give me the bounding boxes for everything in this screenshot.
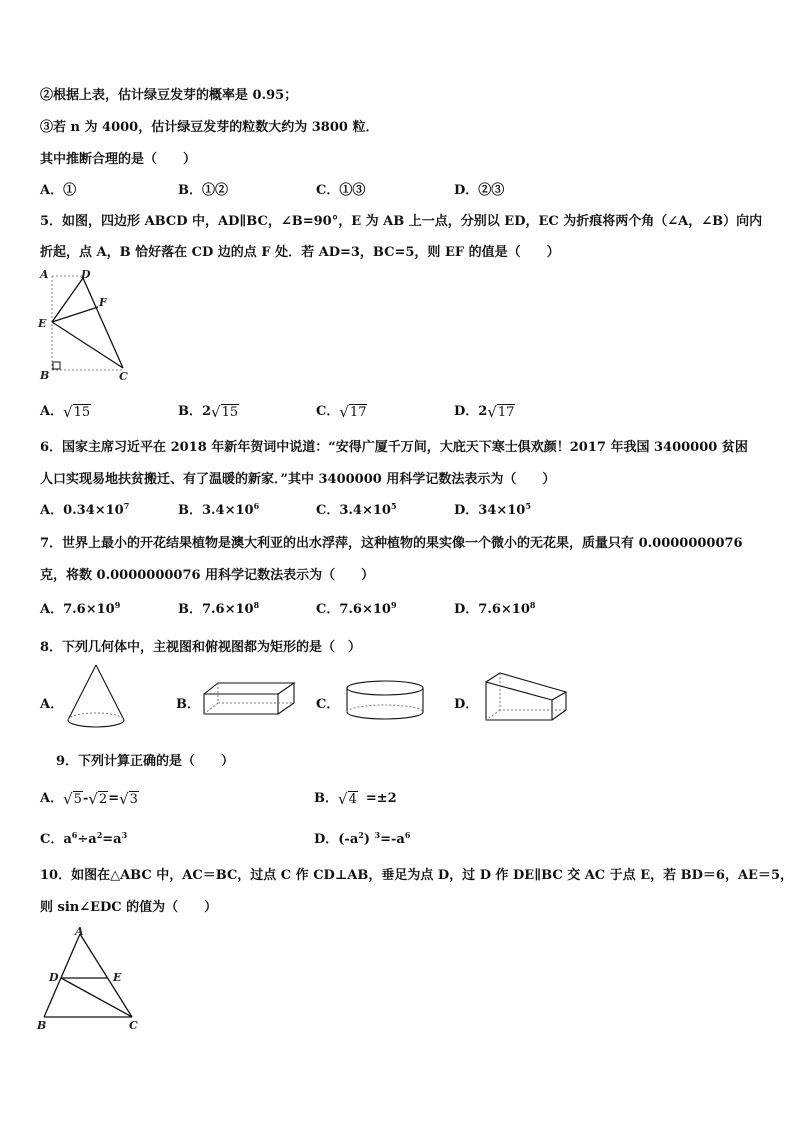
q5-label-c: C (119, 370, 128, 383)
q6-option-d-base: D．34×10 (454, 503, 526, 518)
q7-option-a-exp: 9 (114, 600, 121, 610)
q8-option-d[interactable]: D． (454, 697, 479, 712)
q5-option-a[interactable] (40, 400, 91, 421)
q8-cylinder-figure[interactable] (343, 678, 429, 724)
q5-stem-line2: 折起，点 A，B 恰好落在 CD 边的点 F 处．若 AD=3，BC=5，则 EF 的值是（ ） (40, 245, 560, 260)
q8-cylinder-top (347, 681, 423, 695)
q4-statement-3: ③若 n 为 4000，估计绿豆发芽的粒数大约为 3800 粒． (40, 120, 379, 135)
q8-wedge-hidden-edges (500, 673, 566, 710)
q5-label-a: A (40, 268, 49, 281)
q6-option-b-base: B．3.4×10 (178, 503, 254, 518)
q7-option-c-base: C．7.6×10 (316, 602, 391, 617)
q6-option-a[interactable] (40, 499, 129, 518)
q9-option-a-minus: - (82, 791, 89, 806)
q8-cone-left-edge (68, 665, 96, 720)
q5-stem-line1: 5．如图，四边形 ABCD 中，AD∥BC，∠B=90°，E 为 AB 上一点，分别以 ED，EC 为折痕将两个角（∠A，∠B）向内 (40, 214, 763, 229)
q5-quadrilateral-figure (36, 266, 136, 384)
q10-label-d: D (49, 971, 59, 984)
q5-option-a-letter: A． (40, 404, 64, 419)
q6-option-b-exp: 6 (253, 501, 260, 511)
q10-side-ac (80, 934, 132, 1017)
q10-label-b: B (37, 1019, 47, 1032)
q8-option-a[interactable]: A． (40, 697, 64, 712)
sqrt-icon: √17 (487, 402, 515, 421)
q4-option-a[interactable]: A．① (40, 183, 77, 198)
q4-statement-2: ②根据上表，估计绿豆发芽的概率是 0.95； (40, 88, 298, 103)
q9-option-d[interactable] (314, 828, 410, 847)
sqrt-icon: √3 (119, 789, 138, 808)
sqrt-icon: √2 (88, 789, 108, 808)
q5-label-f: F (99, 296, 107, 309)
q8-option-c[interactable]: C． (316, 697, 340, 712)
q7-stem-line1: 7．世界上最小的开花结果植物是澳大利亚的出水浮萍，这种植物的果实像一个微小的无花果，质量只有 0.0000000076 (40, 536, 743, 551)
q9-option-d-mid: ) (363, 832, 375, 847)
q7-option-c[interactable] (316, 598, 397, 617)
q5-label-d: D (81, 268, 91, 281)
q5-segment-ef (52, 307, 98, 322)
q7-option-c-exp: 9 (390, 600, 397, 610)
q8-option-b[interactable]: B． (176, 697, 200, 712)
q9-option-c-mid-2: =a (102, 832, 122, 847)
q5-option-b-coef: 2 (202, 404, 212, 419)
q5-option-d[interactable] (454, 400, 515, 421)
q7-option-a[interactable] (40, 598, 120, 617)
q5-option-c-radicand: 17 (349, 404, 367, 420)
q10-label-c: C (129, 1019, 138, 1032)
q5-label-b: B (40, 369, 50, 382)
q8-cylinder-base-front (347, 712, 423, 719)
q5-option-d-letter: D． (454, 404, 479, 419)
q9-option-b-radicand: 4 (348, 791, 357, 807)
q9-option-b-tail: =±2 (365, 791, 397, 806)
q5-label-e: E (38, 317, 47, 330)
q9-option-a-radicand-1: 5 (73, 791, 82, 807)
q9-option-d-mid-2: =-a (380, 832, 405, 847)
q9-option-c-exp-3: 3 (121, 830, 128, 840)
q7-option-d[interactable] (454, 598, 535, 617)
q6-option-c-base: C．3.4×10 (316, 503, 391, 518)
q5-option-d-coef: 2 (478, 404, 488, 419)
q9-option-a[interactable] (40, 787, 139, 808)
q10-label-e: E (113, 971, 122, 984)
q5-option-b-letter: B． (178, 404, 202, 419)
sqrt-icon: √15 (63, 402, 91, 421)
q8-cuboid-figure[interactable] (200, 680, 300, 720)
q8-cuboid-front (204, 694, 278, 714)
q4-option-c[interactable]: C．①③ (316, 183, 366, 198)
q6-option-d[interactable] (454, 499, 531, 518)
q7-option-b[interactable] (178, 598, 259, 617)
q10-stem-line1: 10．如图在△ABC 中，AC＝BC，过点 C 作 CD⊥AB，垂足为点 D，过 D 作 DE∥BC 交 AC 于点 E，若 BD＝6，AE＝5， (40, 868, 793, 883)
q9-option-c-exp-1: 6 (71, 830, 78, 840)
q9-option-d-exp-2: 3 (374, 830, 381, 840)
q10-stem-line2: 则 sin∠EDC 的值为（ ） (40, 900, 218, 915)
q5-right-angle-mark (53, 362, 60, 369)
q9-option-d-exp-1: 2 (358, 830, 364, 840)
q9-option-a-equals: = (108, 791, 120, 806)
q5-fold-ed (52, 278, 83, 322)
sqrt-icon: √4 (338, 789, 357, 808)
q8-wedge-base-edge (552, 710, 566, 720)
q7-stem-line2: 克，将数 0.0000000076 用科学记数法表示为（ ） (40, 568, 375, 583)
q9-option-c-mid: ÷a (77, 832, 97, 847)
q9-option-a-letter: A． (40, 791, 64, 806)
q4-option-b[interactable]: B．①② (178, 183, 228, 198)
q9-option-a-radicand-2: 2 (98, 791, 108, 807)
q8-cylinder-base-back (347, 705, 423, 712)
q8-cuboid-hidden-edges (218, 683, 294, 703)
q5-option-b-radicand: 15 (221, 404, 239, 420)
q9-stem: 9．下列计算正确的是（ ） (56, 754, 235, 769)
q6-stem-line1: 6．国家主席习近平在 2018 年新年贺词中说道：“安得广厦千万间，大庇天下寒士俱欢颜！2017 年我国 3400000 贫困 (40, 440, 748, 455)
q9-option-b[interactable] (314, 787, 397, 808)
q7-option-d-base: D．7.6×10 (454, 602, 530, 617)
q10-triangle-figure (34, 926, 146, 1034)
q9-option-d-letter: D．(-a (314, 832, 359, 847)
q9-option-b-letter: B． (314, 791, 338, 806)
q6-option-c[interactable] (316, 499, 397, 518)
q8-stem: 8．下列几何体中，主视图和俯视图都为矩形的是（ ） (40, 640, 362, 655)
q7-option-b-base: B．7.6×10 (178, 602, 254, 617)
q7-option-b-exp: 8 (253, 600, 260, 610)
q8-cuboid-hidden-edge-2 (204, 703, 218, 714)
q8-cone-figure[interactable] (64, 662, 130, 734)
q5-option-c-letter: C． (316, 404, 340, 419)
q8-wedge-top (486, 673, 566, 700)
sqrt-icon: √17 (339, 402, 367, 421)
q5-option-a-radicand: 15 (73, 404, 91, 420)
q8-wedge-figure[interactable] (482, 670, 572, 726)
sqrt-icon: √5 (63, 789, 82, 808)
q7-option-a-base: A．7.6×10 (40, 602, 115, 617)
q9-option-c[interactable] (40, 828, 127, 847)
q9-option-d-exp-3: 6 (404, 830, 411, 840)
q9-option-c-letter: C．a (40, 832, 72, 847)
q6-option-a-exp: 7 (123, 501, 130, 511)
q5-option-d-radicand: 17 (497, 404, 515, 420)
q8-wedge-hidden-edge-2 (486, 710, 500, 720)
q8-cone-base-front (68, 720, 124, 727)
q6-option-b[interactable] (178, 499, 259, 518)
q6-option-c-exp: 5 (390, 501, 397, 511)
q4-question: 其中推断合理的是（ ） (40, 152, 197, 167)
q9-option-a-radicand-3: 3 (129, 791, 138, 807)
q5-option-b[interactable] (178, 400, 239, 421)
q8-cone-base-back (68, 713, 124, 720)
q8-cone-right-edge (96, 665, 124, 720)
q8-wedge-front (486, 682, 552, 720)
q8-cuboid-side (278, 683, 294, 714)
q10-label-a: A (75, 925, 84, 938)
q9-option-c-exp-2: 2 (96, 830, 103, 840)
q6-stem-line2: 人口实现易地扶贫搬迁、有了温暖的新家．”其中 3400000 用科学记数法表示为（ ） (40, 472, 556, 487)
sqrt-icon: √15 (211, 402, 239, 421)
q6-option-d-exp: 5 (525, 501, 531, 511)
q5-option-c[interactable] (316, 400, 367, 421)
q6-option-a-base: A．0.34×10 (40, 503, 124, 518)
q7-option-d-exp: 8 (529, 600, 536, 610)
q4-option-d[interactable]: D．②③ (454, 183, 505, 198)
